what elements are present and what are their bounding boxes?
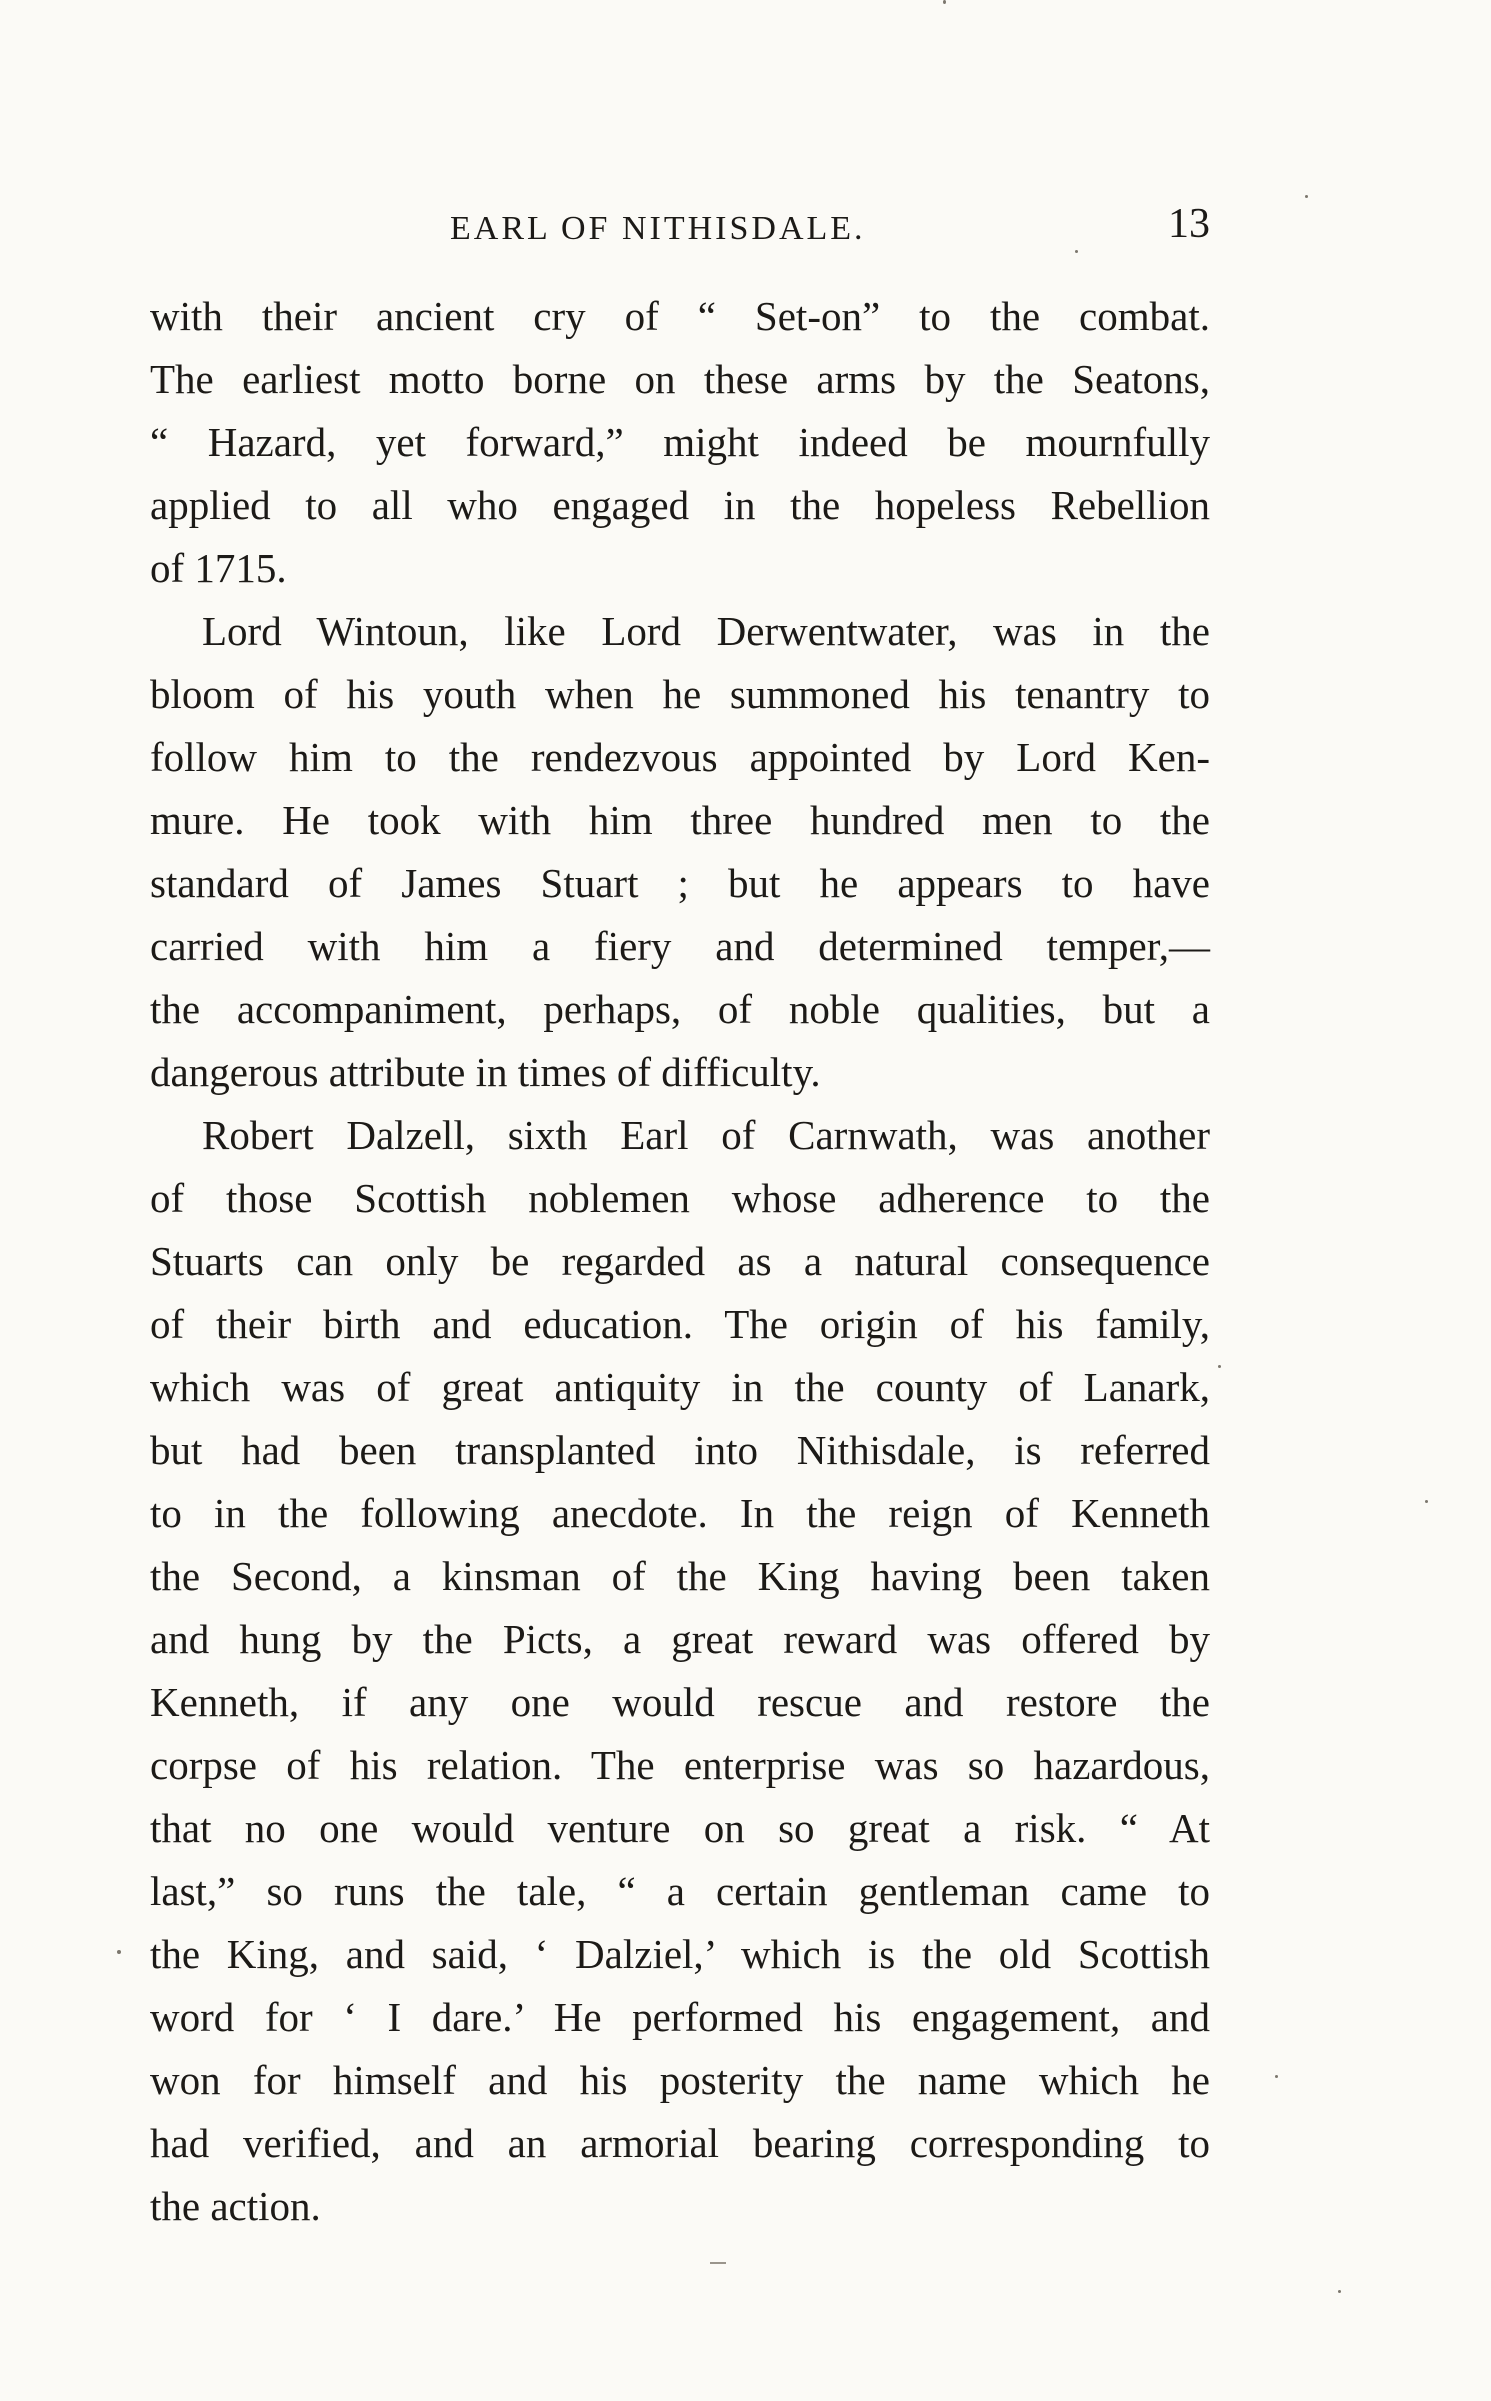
text-line: to in the following anecdote. In the reign of Kenneth — [150, 1490, 1210, 1536]
text-line: mure. He took with him three hundred men to the — [150, 797, 1210, 843]
text-line: and hung by the Picts, a great reward was offered by — [150, 1616, 1210, 1662]
text-line: Lord Wintoun, like Lord Derwentwater, was in the — [202, 608, 1210, 654]
ink-speck — [943, 0, 946, 4]
body-text — [150, 285, 1210, 2238]
paragraph — [150, 600, 1210, 1104]
ink-speck — [1218, 1365, 1221, 1368]
text-line: the King, and said, ‘ Dalziel,’ which is the old Scottish — [150, 1931, 1210, 1977]
ink-speck — [1075, 250, 1078, 253]
running-head — [150, 200, 1210, 260]
ink-speck — [1425, 1500, 1428, 1503]
text-line: corpse of his relation. The enterprise was so hazardous, — [150, 1742, 1210, 1788]
text-line: word for ‘ I dare.’ He performed his engagement, and — [150, 1994, 1210, 2040]
text-line: with their ancient cry of “ Set-on” to the combat. — [150, 293, 1210, 339]
text-line: bloom of his youth when he summoned his tenantry to — [150, 671, 1210, 717]
text-line: applied to all who engaged in the hopeless Rebellion — [150, 482, 1210, 528]
ink-speck — [117, 1950, 121, 1954]
printer-mark — [710, 2262, 726, 2264]
page-number: 13 — [1168, 201, 1210, 247]
text-line: of those Scottish noblemen whose adherence to the — [150, 1175, 1210, 1221]
text-line: the action. — [150, 2183, 321, 2229]
text-line: which was of great antiquity in the county of Lanark, — [150, 1364, 1210, 1410]
text-line: standard of James Stuart ; but he appears to have — [150, 860, 1210, 906]
text-line: the accompaniment, perhaps, of noble qualities, but a — [150, 986, 1210, 1032]
text-line: of their birth and education. The origin of his family, — [150, 1301, 1210, 1347]
text-line: Kenneth, if any one would rescue and restore the — [150, 1679, 1210, 1725]
text-line: dangerous attribute in times of difficulty. — [150, 1049, 821, 1095]
text-line: won for himself and his posterity the name which he — [150, 2057, 1210, 2103]
ink-speck — [1305, 195, 1308, 198]
text-line: follow him to the rendezvous appointed by Lord Ken- — [150, 734, 1210, 780]
text-line: “ Hazard, yet forward,” might indeed be mournfully — [150, 419, 1210, 465]
text-line: the Second, a kinsman of the King having been taken — [150, 1553, 1210, 1599]
text-line: of 1715. — [150, 545, 287, 591]
paragraph — [150, 285, 1210, 600]
ink-speck — [1338, 2290, 1341, 2293]
text-line: last,” so runs the tale, “ a certain gentleman came to — [150, 1868, 1210, 1914]
text-line: Stuarts can only be regarded as a natural consequence — [150, 1238, 1210, 1284]
text-line: The earliest motto borne on these arms by the Seatons, — [150, 356, 1210, 402]
text-line: had verified, and an armorial bearing corresponding to — [150, 2120, 1210, 2166]
running-title: EARL OF NITHISDALE. — [450, 210, 866, 247]
text-line: but had been transplanted into Nithisdale, is referred — [150, 1427, 1210, 1473]
text-line: carried with him a fiery and determined temper,— — [150, 923, 1210, 969]
text-line: Robert Dalzell, sixth Earl of Carnwath, was another — [202, 1112, 1210, 1158]
paragraph — [150, 1104, 1210, 2238]
text-line: that no one would venture on so great a risk. “ At — [150, 1805, 1210, 1851]
ink-speck — [1275, 2075, 1278, 2078]
